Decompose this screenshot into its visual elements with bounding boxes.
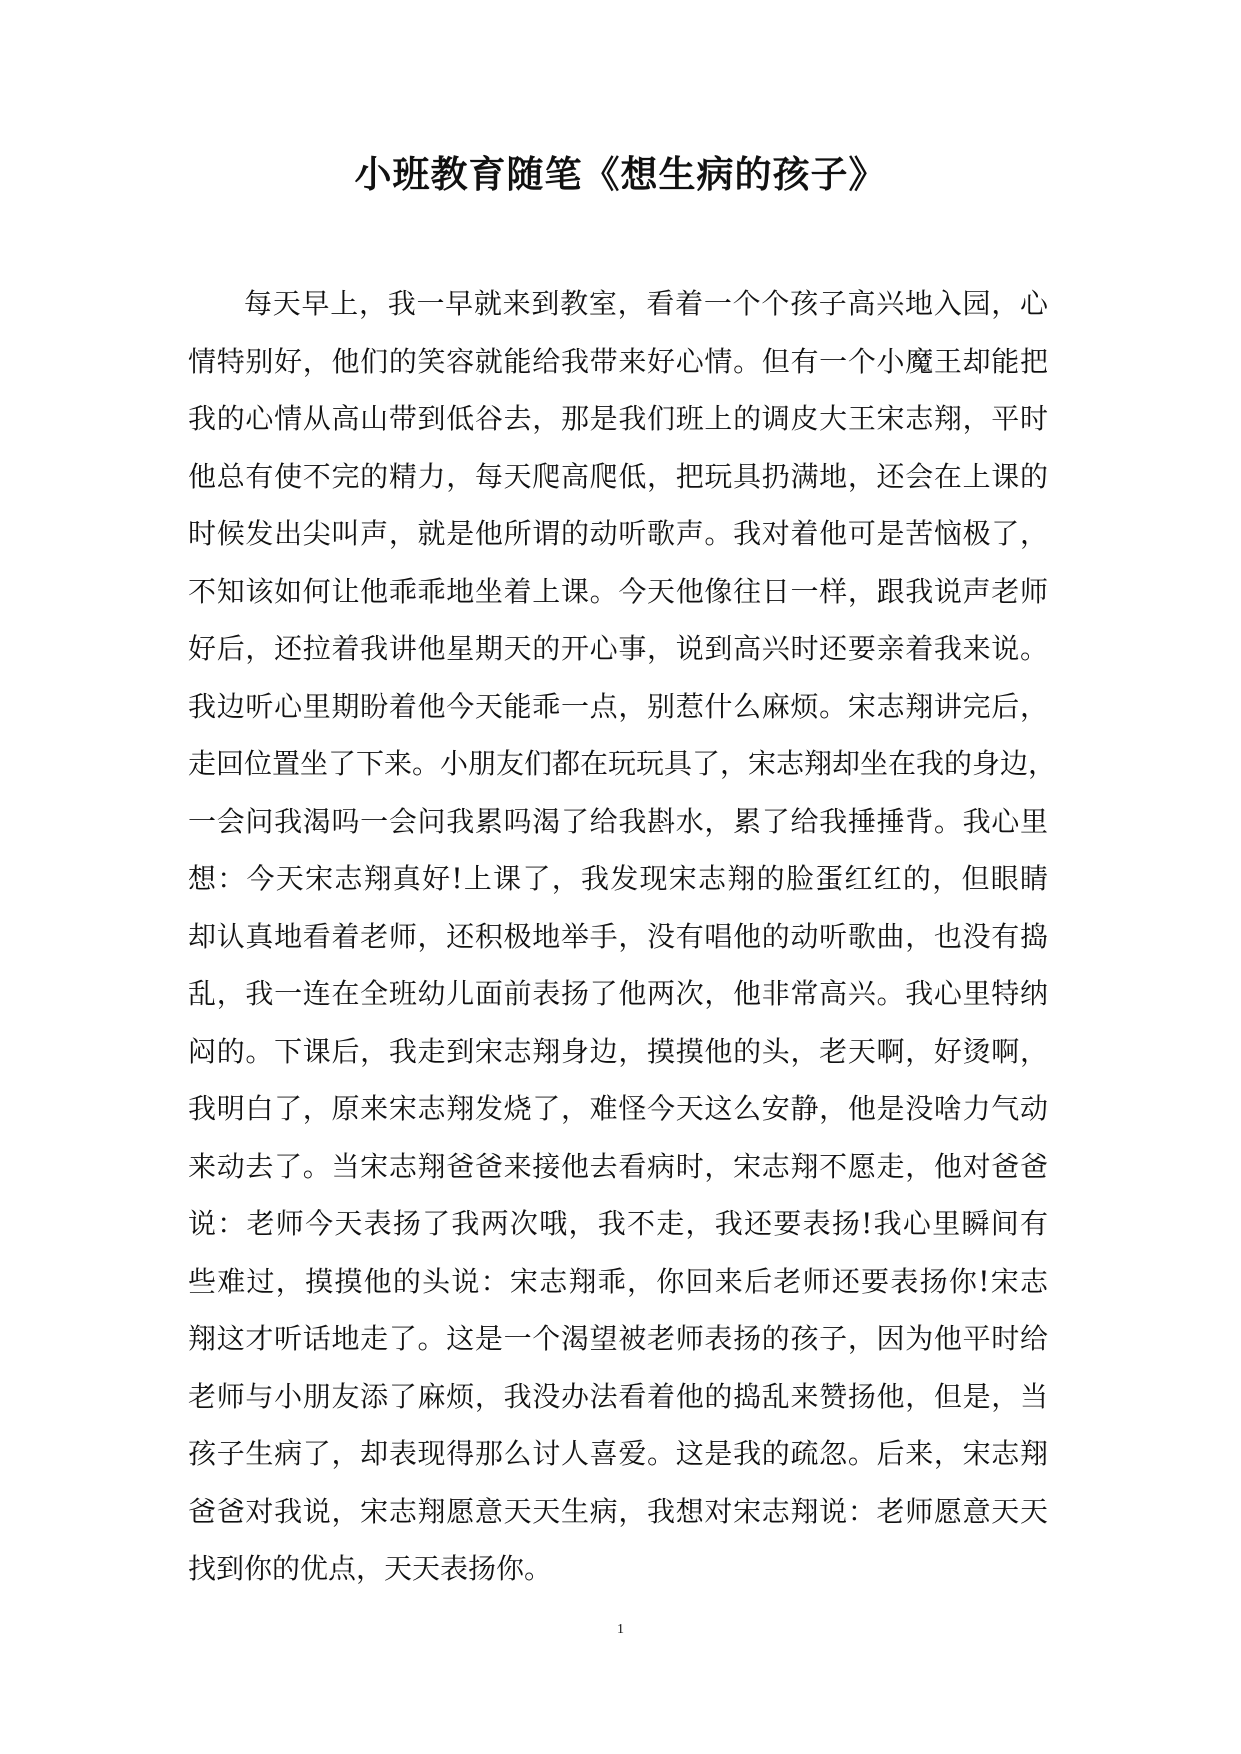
paragraph-line: 不知该如何让他乖乖地坐着上课。今天他像往日一样，跟我说声老师	[188, 574, 1048, 608]
page-number: 1	[617, 1622, 624, 1637]
paragraph-line: 孩子生病了，却表现得那么讨人喜爱。这是我的疏忽。后来，宋志翔	[188, 1437, 1048, 1470]
paragraph-line: 说：老师今天表扬了我两次哦，我不走，我还要表扬!我心里瞬间有	[188, 1207, 1048, 1240]
paragraph-line: 时候发出尖叫声，就是他所谓的动听歌声。我对着他可是苦恼极了，	[188, 517, 1048, 550]
paragraph-line: 每天早上，我一早就来到教室，看着一个个孩子高兴地入园，心	[244, 287, 1048, 320]
paragraph-line: 却认真地看着老师，还积极地举手，没有唱他的动听歌曲，也没有捣	[188, 919, 1048, 953]
paragraph-line: 些难过，摸摸他的头说：宋志翔乖，你回来后老师还要表扬你!宋志	[188, 1264, 1048, 1298]
paragraph-line: 他总有使不完的精力，每天爬高爬低，把玩具扔满地，还会在上课的	[188, 459, 1048, 493]
paragraph-line: 情特别好，他们的笑容就能给我带来好心情。但有一个小魔王却能把	[188, 344, 1048, 378]
paragraph-line: 好后，还拉着我讲他星期天的开心事，说到高兴时还要亲着我来说。	[188, 632, 1048, 665]
paragraph-line: 一会问我渴吗一会问我累吗渴了给我斟水，累了给我捶捶背。我心里	[188, 804, 1048, 838]
paragraph-line: 乱，我一连在全班幼儿面前表扬了他两次，他非常高兴。我心里特纳	[188, 977, 1048, 1010]
paragraph-line: 我的心情从高山带到低谷去，那是我们班上的调皮大王宋志翔，平时	[188, 402, 1048, 435]
paragraph-line: 来动去了。当宋志翔爸爸来接他去看病时，宋志翔不愿走，他对爸爸	[188, 1149, 1048, 1183]
paragraph-line: 走回位置坐了下来。小朋友们都在玩玩具了，宋志翔却坐在我的身边，	[188, 747, 1057, 780]
document-title: 小班教育随笔《想生病的孩子》	[354, 152, 887, 196]
paragraph-line: 爸爸对我说，宋志翔愿意天天生病，我想对宋志翔说：老师愿意天天	[188, 1494, 1048, 1528]
paragraph-line: 闷的。下课后，我走到宋志翔身边，摸摸他的头，老天啊，好烫啊，	[188, 1034, 1048, 1068]
paragraph-line: 找到你的优点，天天表扬你。	[188, 1552, 553, 1585]
paragraph-line: 我明白了，原来宋志翔发烧了，难怪今天这么安静，他是没啥力气动	[188, 1092, 1048, 1125]
paragraph-line: 翔这才听话地走了。这是一个渴望被老师表扬的孩子，因为他平时给	[188, 1322, 1048, 1355]
paragraph-line: 想：今天宋志翔真好!上课了，我发现宋志翔的脸蛋红红的，但眼睛	[188, 862, 1048, 895]
paragraph-line: 我边听心里期盼着他今天能乖一点，别惹什么麻烦。宋志翔讲完后，	[188, 689, 1048, 723]
body-paragraph	[188, 275, 1057, 1598]
paragraph-line: 老师与小朋友添了麻烦，我没办法看着他的捣乱来赞扬他，但是，当	[188, 1379, 1048, 1413]
